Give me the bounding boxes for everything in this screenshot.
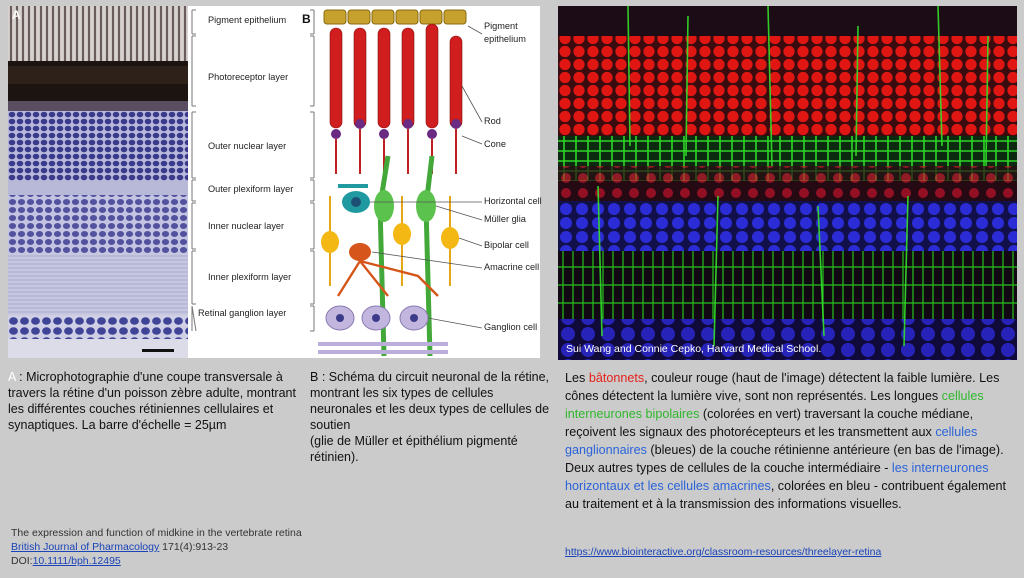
highlight-horizontal-amacrine: les interneurones horizontaux et les cellules amacrines <box>565 461 989 493</box>
caption-b <box>310 369 550 465</box>
neuron-diagram <box>318 6 540 358</box>
caption-b-text: : Schéma du circuit neuronal de la rétine, montrant les six types de cellules neuronales et les deux types de cellules de soutien <box>310 370 550 432</box>
label-amacrine-cell: Amacrine cell <box>484 262 540 272</box>
label-outer-plexiform-layer: Outer plexiform layer <box>208 184 294 194</box>
caption-c-text-3: (colorées en vert) traversant la couche médiane, reçoivent les signaux des photorécepteurs et les transmettent aux <box>565 407 974 439</box>
journal-volume: 171(4):913-23 <box>159 541 229 553</box>
label-outer-nuclear-layer: Outer nuclear layer <box>208 141 287 151</box>
micrograph-image <box>8 6 188 358</box>
label-bipolar-cell: Bipolar cell <box>484 240 529 250</box>
caption-b-letter: B <box>310 370 319 384</box>
reference-title: The expression and function of midkine in the vertebrate retina <box>11 527 302 539</box>
doi-link[interactable]: 10.1111/bph.12495 <box>32 555 121 567</box>
caption-c <box>565 369 1010 513</box>
panel-b-letter: B <box>302 12 311 26</box>
label-rod: Rod <box>484 116 501 126</box>
label-retinal-ganglion-layer: Retinal ganglion layer <box>198 308 287 318</box>
caption-c-text-1: Les <box>565 371 589 385</box>
reference <box>11 526 371 568</box>
caption-c-text-5: , colorées en bleu - contribuent également au traitement et à la transmission des informations visuelles. <box>565 479 1007 511</box>
label-b-pigment-epithelium: Pigment epithelium <box>484 21 526 44</box>
label-photoreceptor-layer: Photoreceptor layer <box>208 72 289 82</box>
label-cone: Cone <box>484 139 506 149</box>
label-ganglion-cell: Ganglion cell <box>484 322 538 332</box>
caption-b-text-2: (glie de Müller et épithélium pigmenté rétinien). <box>310 434 518 464</box>
label-horizontal-cell: Horizontal cell <box>484 196 542 206</box>
highlight-ganglion: cellules ganglionnaires <box>565 425 978 457</box>
caption-c-text-2: , couleur rouge (haut de l'image) détectent la faible lumière. Les cônes détectent la lumière vive, sont non représentés. Les longues <box>565 371 1000 403</box>
label-pigment-epithelium: Pigment epithelium <box>208 15 287 25</box>
highlight-bipolar: cellules interneurones bipolaires <box>565 389 984 421</box>
fluorescence-image <box>558 6 1017 360</box>
image-credit: Sui Wang and Connie Cepko, Harvard Medical School. <box>566 343 822 355</box>
panel-a-letter: A <box>12 8 21 22</box>
label-inner-nuclear-layer: Inner nuclear layer <box>208 221 285 231</box>
source-url-link[interactable]: https://www.biointeractive.org/classroom-resources/threelayer-retina <box>565 546 882 558</box>
doi-prefix: DOI: <box>11 555 33 567</box>
source-url-container <box>565 545 881 559</box>
retina-schematic <box>188 6 540 358</box>
caption-a-text: : Microphotographie d'une coupe transversale à travers la rétine d'un poisson zèbre adulte, montrant les différentes couches rétiniennes cellulaires et synaptiques. La barre d'échelle = 25µm <box>8 370 296 432</box>
highlight-rods: bâtonnets <box>588 371 645 385</box>
label-inner-plexiform-layer: Inner plexiform layer <box>208 272 292 282</box>
caption-a <box>8 369 298 433</box>
label-muller-glia: Müller glia <box>484 214 526 224</box>
journal-link[interactable]: British Journal of Pharmacology <box>11 541 160 553</box>
caption-c-text-4: (bleues) de la couche rétinienne antérieure (en bas de l'image). Deux autres types de cellules de la couche intermédiaire - <box>565 443 1004 475</box>
caption-a-letter: A <box>8 370 16 384</box>
